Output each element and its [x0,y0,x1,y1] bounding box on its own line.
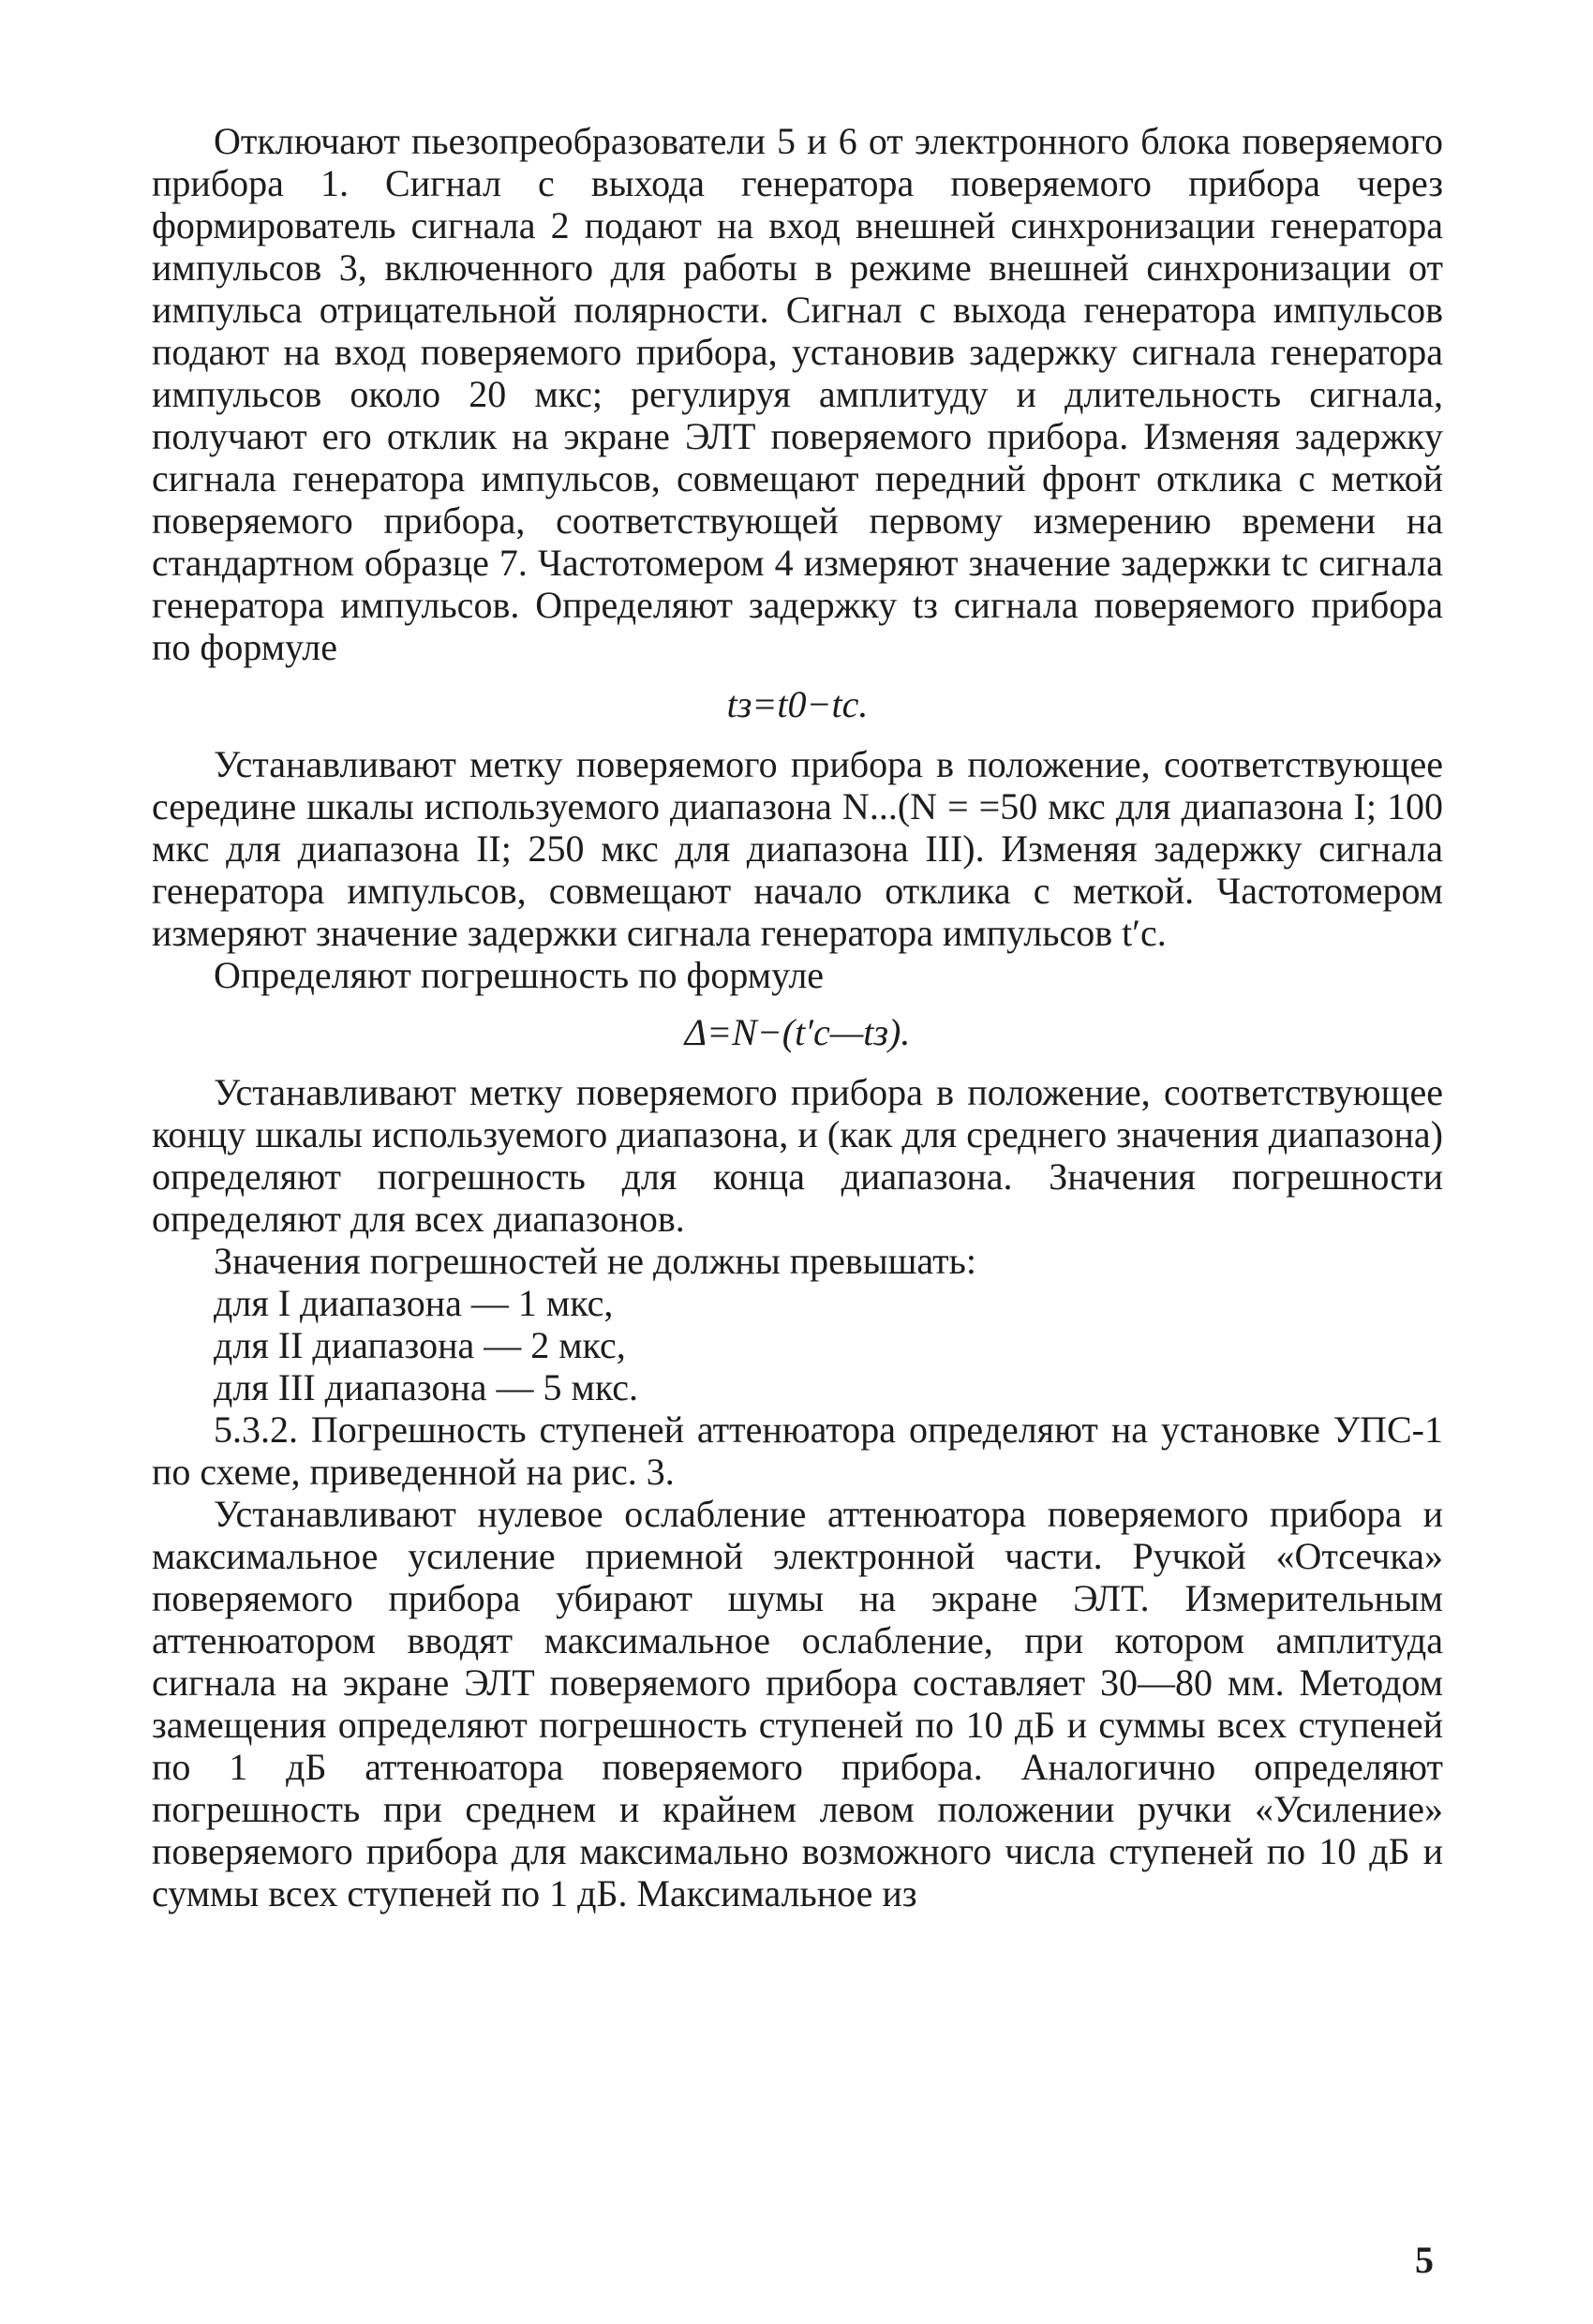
paragraph-2: Устанавливают метку поверяемого прибора в положение, соответствующее середине шкалы используемого диапазона N...(N = =50 мкс для диапазона I; 100 мкс для диапазона II; 250 мкс для диапазона III). Изменяя задержку сигнала генератора импульсов, совмещают начало отклика с меткой. Частотомером измеряют значение задержки сигнала генератора импульсов t′с. [152,743,1443,954]
paragraph-7: Устанавливают нулевое ослабление аттенюатора поверяемого прибора и максимальное усиление приемной электронной части. Ручкой «Отсечка» поверяемого прибора убирают шумы на экране ЭЛТ. Измерительным аттенюатором вводят максимальное ослабление, при котором амплитуда сигнала на экране ЭЛТ поверяемого прибора составляет 30—80 мм. Методом замещения определяют погрешность ступеней по 10 дБ и суммы всех ступеней по 1 дБ аттенюатора поверяемого прибора. Аналогично определяют погрешность при среднем и крайнем левом положении ручки «Усиление» поверяемого прибора для максимально возможного числа ступеней по 10 дБ и суммы всех ступеней по 1 дБ. Максимальное из [152,1493,1443,1914]
paragraph-5: Значения погрешностей не должны превышать: [214,1240,976,1282]
formula-error: Δ=N−(t′с—tз). [684,1011,911,1053]
page-number: 5 [1415,2239,1434,2281]
limit-range-3: для III диапазона — 5 мкс. [214,1366,639,1408]
paragraph-6: 5.3.2. Погрешность ступеней аттенюатора определяют на установке УПС-1 по схеме, приведенной на рис. 3. [152,1408,1443,1493]
formula-delay: tз=t0−tс. [726,683,869,725]
paragraph-4: Устанавливают метку поверяемого прибора в положение, соответствующее концу шкалы используемого диапазона, и (как для среднего значения диапазона) определяют погрешность для конца диапазона. Значения погрешности определяют для всех диапазонов. [152,1071,1443,1240]
paragraph-3: Определяют погрешность по формуле [214,954,825,996]
paragraph-1: Отключают пьезопреобразователи 5 и 6 от электронного блока поверяемого прибора 1. Сигнал с выхода генератора поверяемого прибора через формирователь сигнала 2 подают на вход внешней синхронизации генератора импульсов 3, включенного для работы в режиме внешней синхронизации от импульса отрицательной полярности. Сигнал с выхода генератора импульсов подают на вход поверяемого прибора, установив задержку сигнала генератора импульсов около 20 мкс; регулируя амплитуду и длительность сигнала, получают его отклик на экране ЭЛТ поверяемого прибора. Изменяя задержку сигнала генератора импульсов, совмещают передний фронт отклика с меткой поверяемого прибора, соответствующей первому измерению времени на стандартном образце 7. Частотомером 4 измеряют значение задержки tс сигнала генератора импульсов. Определяют задержку tз сигнала поверяемого прибора по формуле [152,120,1443,668]
limit-range-1: для I диапазона — 1 мкс, [214,1282,614,1324]
limit-range-2: для II диапазона — 2 мкс, [214,1324,626,1366]
document-body [152,120,1443,1914]
